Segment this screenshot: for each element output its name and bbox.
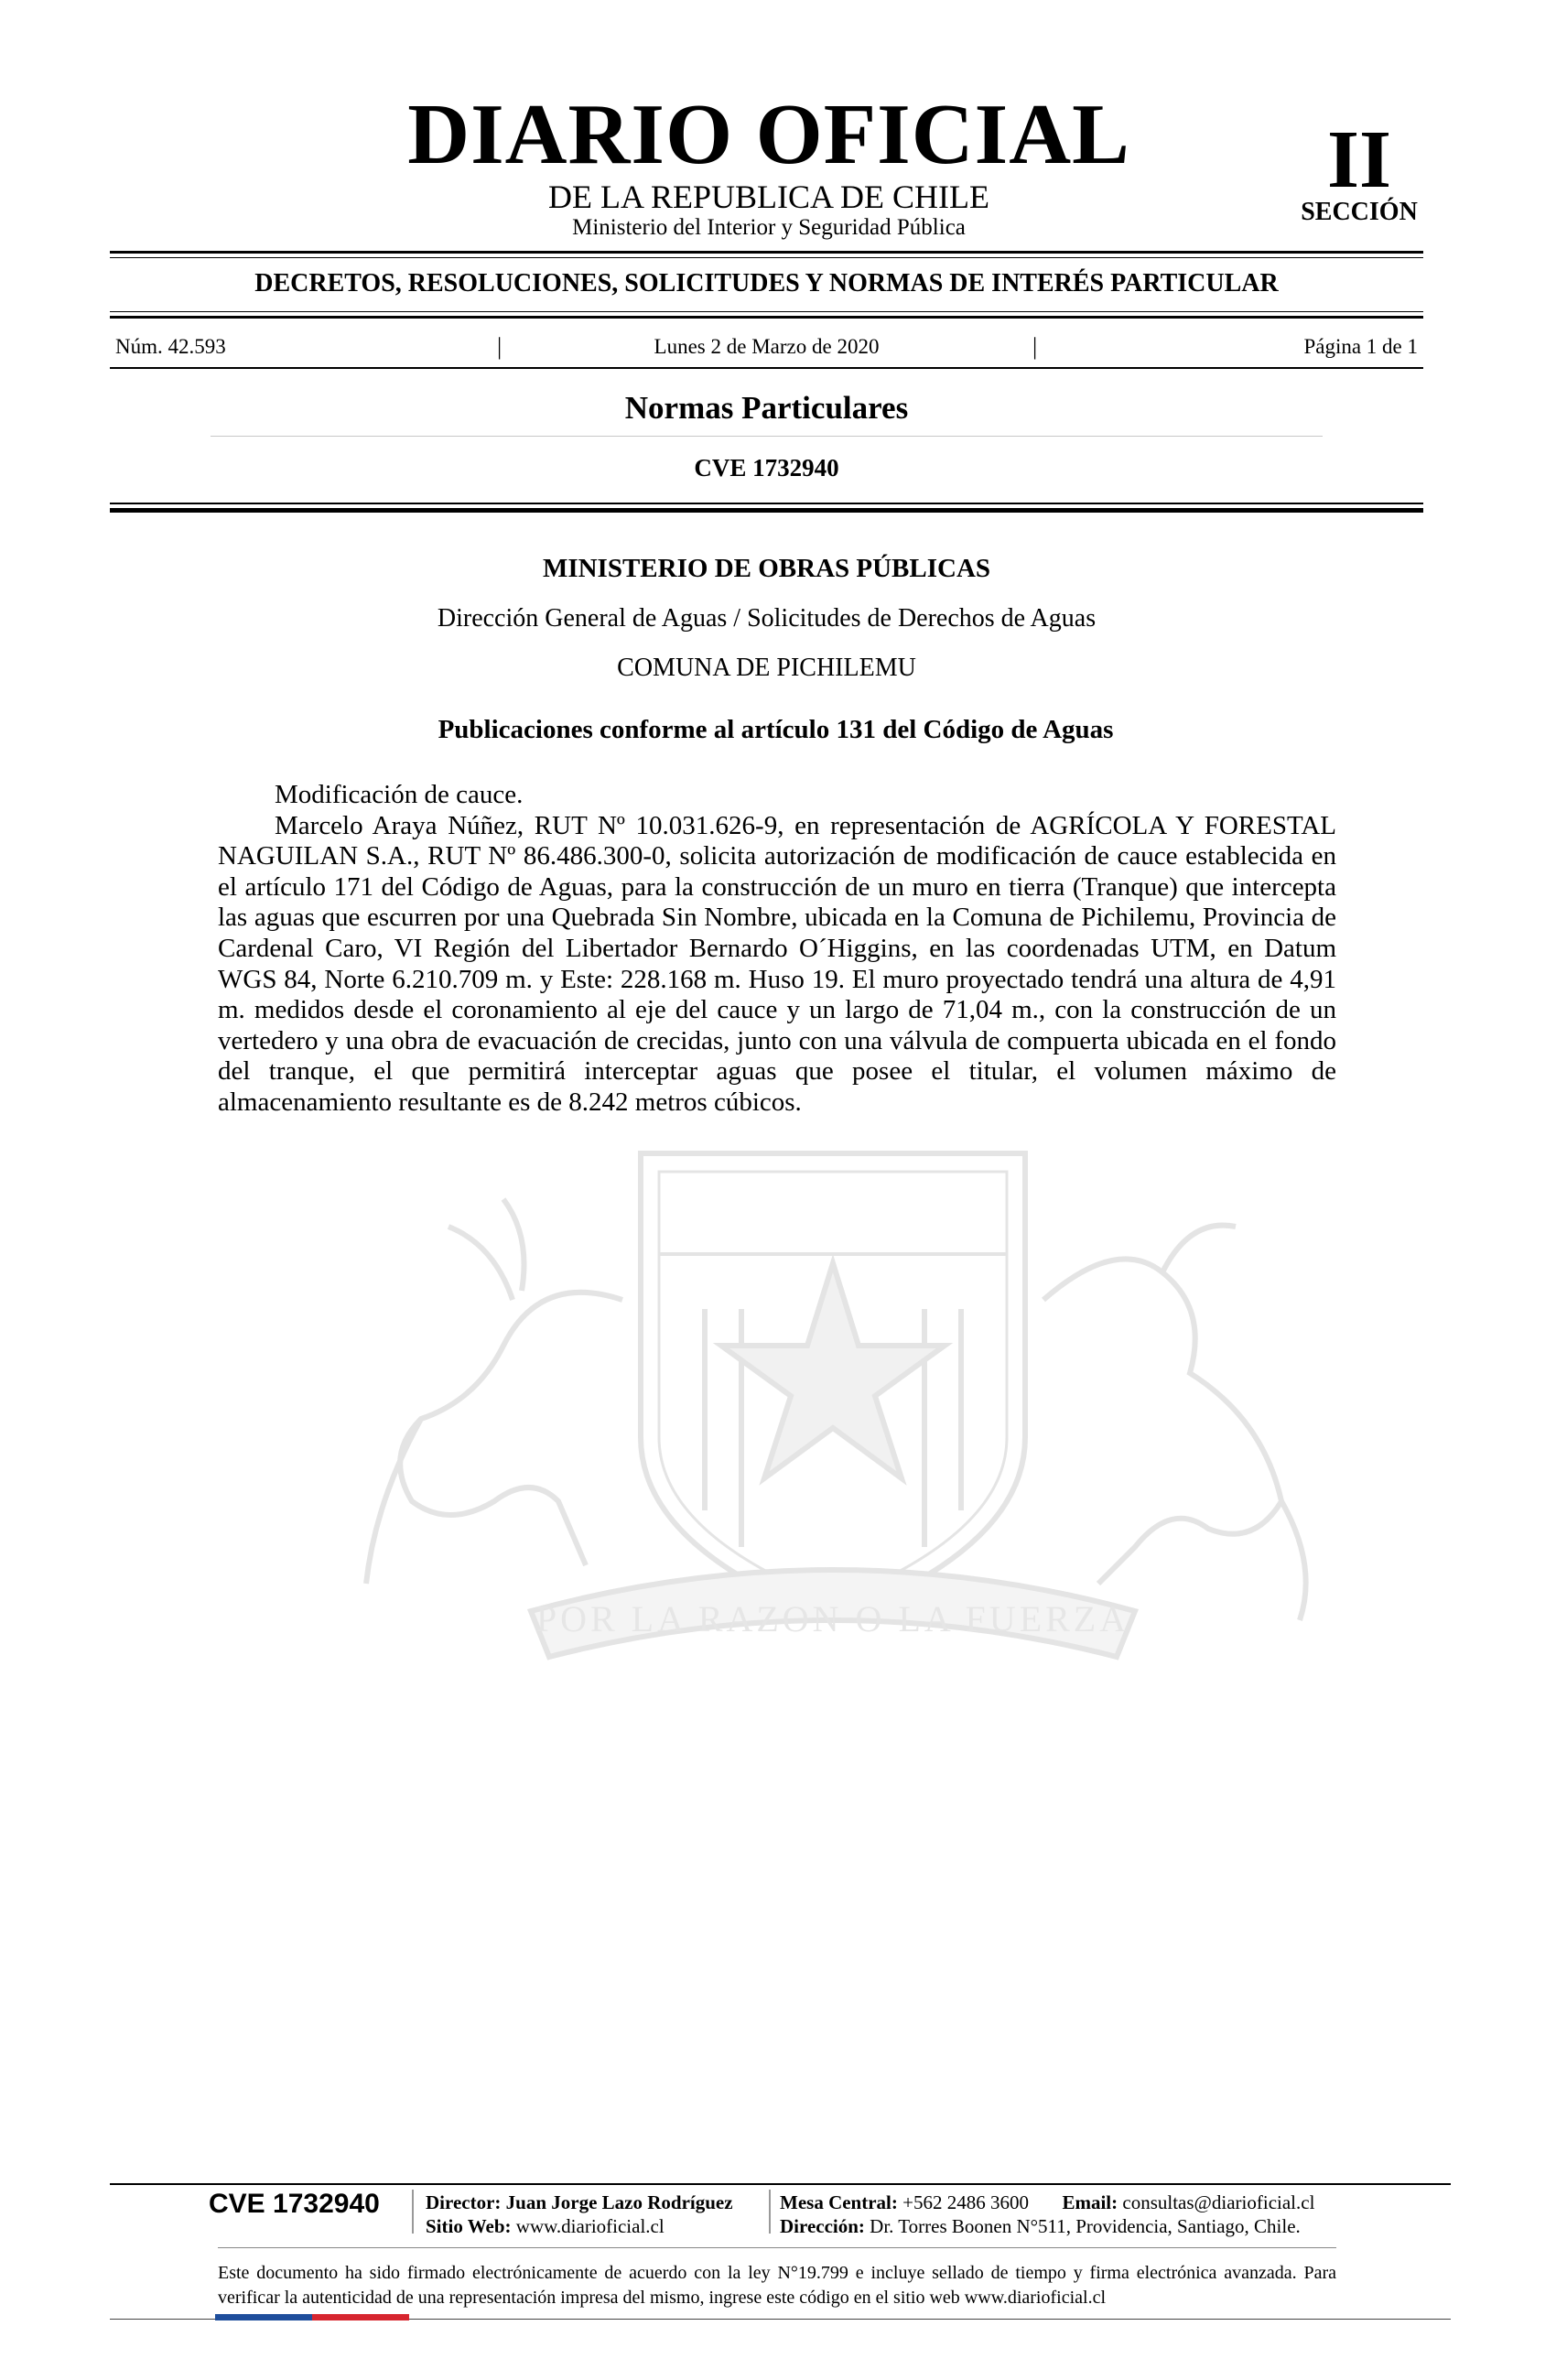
footer-web-label: Sitio Web:: [426, 2215, 512, 2237]
masthead-ministry: Ministerio del Interior y Seguridad Pública: [572, 215, 966, 240]
footer-email-label: Email:: [1062, 2191, 1118, 2213]
notice-body: [218, 780, 1336, 1119]
footer-address-value: Dr. Torres Boonen N°511, Providencia, Santiago, Chile.: [870, 2215, 1301, 2237]
flag-bar-red: [312, 2314, 409, 2320]
section-rule-thin: [110, 311, 1423, 312]
notice-heading: Publicaciones conforme al artículo 131 del Código de Aguas: [438, 715, 1114, 744]
footer-web-link[interactable]: www.diarioficial.cl: [515, 2215, 665, 2237]
notice-subject: Modificación de cauce.: [275, 780, 524, 809]
masthead-title: DIARIO OFICIAL: [407, 87, 1130, 182]
issue-row: [110, 333, 1423, 361]
masthead-subtitle: DE LA REPUBLICA DE CHILE: [548, 178, 989, 215]
footer-director-block: [426, 2191, 733, 2238]
issue-page: Página 1 de 1: [1303, 335, 1418, 358]
section-label: SECCIÓN: [1301, 198, 1418, 226]
masthead-rule-thin: [110, 257, 1423, 258]
coat-of-arms-icon: [311, 1071, 1355, 1675]
issue-separator-right: |: [1032, 333, 1038, 360]
footer-phone-value: +562 2486 3600: [902, 2191, 1029, 2213]
issue-date: Lunes 2 de Marzo de 2020: [654, 335, 880, 358]
footer-director-label: Director:: [426, 2191, 502, 2213]
notice-paragraph: Marcelo Araya Núñez, RUT Nº 10.031.626-9, en representación de AGRÍCOLA Y FORESTAL NAGUILAN S.A., RUT Nº 86.486.300-0, solicita autorización de modificación de cauce establecida en el artículo 171 del Código de Aguas, para la construcción de un muro en tierra (Tranque) que intercepta las aguas que escurren por una Quebrada Sin Nombre, ubicada en la Comuna de Pichilemu, Provincia de Cardenal Caro, VI Región del Libertador Bernardo O´Higgins, en las coordenadas UTM, en Datum WGS 84, Norte 6.210.709 m. y Este: 228.168 m. Huso 19. El muro proyectado tendrá una altura de 4,91 m. medidos desde el coronamiento al eje del cauce y un largo de 71,04 m., con la construcción de un vertedero y una obra de evacuación de crecidas, junto con una válvula de compuerta ubicada en el fondo del tranque, el que permitirá interceptar aguas que posee el titular, el volumen máximo de almacenamiento resultante es de 8.242 metros cúbicos.: [218, 810, 1336, 1117]
category-rule: [211, 436, 1323, 437]
section-number: II: [1326, 114, 1392, 205]
footer-divider-left: [412, 2190, 414, 2234]
watermark-motto: POR LA RAZON O LA FUERZA: [535, 1598, 1130, 1639]
footer-contact-block: [780, 2191, 1314, 2238]
footer-divider-right: [769, 2190, 771, 2234]
footer-address-label: Dirección:: [780, 2215, 865, 2237]
footer-director-value: Juan Jorge Lazo Rodríguez: [505, 2191, 733, 2213]
header-rule-thick: [110, 508, 1423, 513]
footer-cve: CVE 1732940: [209, 2189, 380, 2219]
footer-rule-top: [110, 2183, 1451, 2185]
header-rule-thin: [110, 503, 1423, 504]
section-rule-thick: [110, 316, 1423, 319]
masthead-rule-top: [110, 251, 1423, 254]
notice-directorate: Dirección General de Aguas / Solicitudes de Derechos de Aguas: [437, 604, 1097, 633]
section-band: DECRETOS, RESOLUCIONES, SOLICITUDES Y NORMAS DE INTERÉS PARTICULAR: [254, 269, 1279, 298]
footer-rule-mid: [218, 2247, 1336, 2248]
cve-code: CVE 1732940: [694, 454, 839, 481]
notice-commune: COMUNA DE PICHILEMU: [617, 654, 916, 682]
issue-number: Núm. 42.593: [115, 335, 226, 358]
notice-ministry: MINISTERIO DE OBRAS PÚBLICAS: [542, 554, 991, 583]
flag-bar-blue: [215, 2314, 312, 2320]
issue-rule: [110, 367, 1423, 369]
footer-phone-label: Mesa Central:: [780, 2191, 898, 2213]
footer-legal-text: Este documento ha sido firmado electrónicamente de acuerdo con la ley N°19.799 e incluye sellado de tiempo y firma electrónica avanzada. Para verificar la autenticidad de una representación impresa del mismo, ingrese este código en el sitio web www.diarioficial.cl: [218, 2263, 1336, 2308]
issue-separator-left: |: [497, 333, 502, 360]
footer-email-link[interactable]: consultas@diarioficial.cl: [1122, 2191, 1315, 2213]
category-title: Normas Particulares: [624, 390, 909, 426]
